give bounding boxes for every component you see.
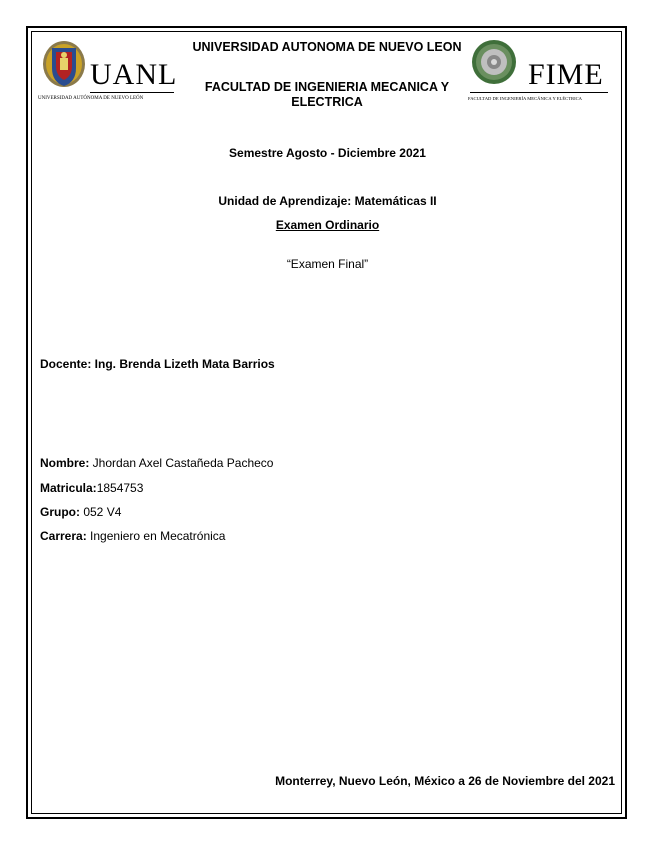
page-border	[26, 26, 627, 819]
uanl-caption: UNIVERSIDAD AUTÓNOMA DE NUEVO LEÓN	[38, 96, 144, 101]
uanl-underline	[90, 92, 174, 93]
exam-title: “Examen Final”	[286, 257, 369, 271]
id-label: Matricula:	[40, 481, 97, 495]
exam-type-wrapper	[40, 218, 615, 232]
name-label: Nombre:	[40, 456, 90, 470]
group-label: Grupo:	[40, 505, 80, 519]
fime-caption: FACULTAD DE INGENIERÍA MECÁNICA Y ELÉCTRICA	[468, 96, 583, 101]
id-value: 1854753	[96, 481, 144, 495]
learning-unit-line: Unidad de Aprendizaje: Matemáticas II	[218, 194, 437, 208]
university-name: UNIVERSIDAD AUTONOMA DE NUEVO LEON	[192, 40, 462, 54]
semester-line: Semestre Agosto - Diciembre 2021	[229, 146, 426, 160]
faculty-name: FACULTAD DE INGENIERIA MECANICA Y ELECTRICA	[204, 80, 450, 109]
name-value: Jhordan Axel Castañeda Pacheco	[89, 456, 274, 470]
group-value: 052 V4	[80, 505, 122, 519]
fime-logo	[466, 38, 612, 108]
student-group-line	[40, 505, 121, 519]
student-id-line	[40, 481, 143, 495]
exam-type: Examen Ordinario	[275, 218, 380, 232]
teacher-line: Docente: Ing. Brenda Lizeth Mata Barrios	[40, 357, 275, 371]
fime-underline	[470, 92, 608, 93]
student-career-line	[40, 529, 225, 543]
student-name-line	[40, 456, 273, 470]
career-label: Carrera:	[40, 529, 87, 543]
fime-wordmark: FIME	[528, 58, 604, 91]
place-date-line: Monterrey, Nuevo León, México a 26 de Noviembre del 2021	[275, 774, 615, 788]
uanl-wordmark: UANL	[90, 58, 178, 91]
career-value: Ingeniero en Mecatrónica	[86, 529, 226, 543]
uanl-logo	[38, 38, 178, 108]
